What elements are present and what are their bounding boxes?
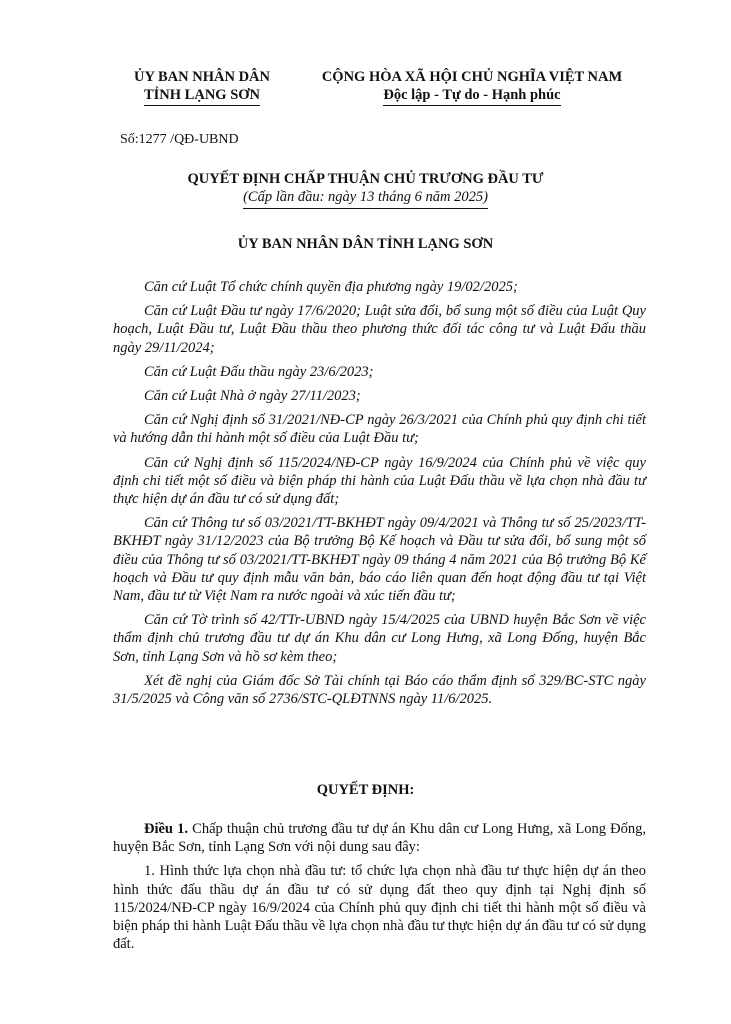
issue-date: (Cấp lần đầu: ngày 13 tháng 6 năm 2025)	[243, 188, 488, 209]
basis-paragraph: Căn cứ Luật Đấu thầu ngày 23/6/2023;	[144, 363, 374, 380]
basis-paragraph: Căn cứ Nghị định số 31/2021/NĐ-CP ngày 26/3/2021 của Chính phủ quy định chi tiết và hướng dẫn thi hành một số điều của Luật Đầu tư;	[113, 412, 646, 447]
decision-body	[113, 820, 646, 959]
decision-heading: QUYẾT ĐỊNH:	[316, 782, 415, 798]
basis-paragraph: Căn cứ Luật Nhà ở ngày 27/11/2023;	[144, 388, 361, 405]
document-number: Số:1277 /QĐ-UBND	[120, 132, 239, 147]
basis-paragraph: Căn cứ Luật Tổ chức chính quyền địa phương ngày 19/02/2025;	[144, 279, 518, 295]
article-1-label: Điều 1.	[144, 821, 189, 837]
national-motto	[312, 68, 632, 106]
authority-line-1: ỦY BAN NHÂN DÂN	[133, 69, 270, 85]
national-title: CỘNG HÒA XÃ HỘI CHỦ NGHĨA VIỆT NAM	[321, 69, 623, 85]
basis-paragraph: Căn cứ Thông tư số 03/2021/TT-BKHĐT ngày 09/4/2021 và Thông tư số 25/2023/TT-BKHĐT ngày 31/12/2023 của Bộ trưởng Bộ Kế hoạch và Đầu tư sửa đổi, bổ sung một số điều của Thông tư số 03/2021/TT-BKHĐT ngày 09 tháng 4 năm 2021 của Bộ trưởng Bộ Kế hoạch và Đầu tư quy định mẫu văn bản, báo cáo liên quan đến hoạt động đầu tư tại Việt Nam, đầu tư từ Việt Nam ra nước ngoài và xúc tiến đầu tư;	[113, 515, 646, 605]
issuer-heading: ỦY BAN NHÂN DÂN TỈNH LẠNG SƠN	[237, 236, 494, 252]
authority-line-2: TỈNH LẠNG SƠN	[144, 86, 260, 106]
basis-paragraph: Căn cứ Luật Đầu tư ngày 17/6/2020; Luật sửa đổi, bổ sung một số điều của Luật Quy hoạch, Luật Đầu tư, Luật Đầu thầu theo phương thức đối tác công tư và Luật Đấu thầu ngày 29/11/2024;	[113, 303, 646, 356]
motto-line: Độc lập - Tự do - Hạnh phúc	[383, 86, 560, 106]
document-title: QUYẾT ĐỊNH CHẤP THUẬN CHỦ TRƯƠNG ĐẦU TƯ	[187, 171, 544, 187]
basis-paragraph: Căn cứ Tờ trình số 42/TTr-UBND ngày 15/4/2025 của UBND huyện Bắc Sơn về việc thẩm định chủ trương đầu tư dự án Khu dân cư Long Hưng, xã Long Đống, huyện Bắc Sơn, tỉnh Lạng Sơn và hồ sơ kèm theo;	[113, 612, 646, 665]
legal-bases	[113, 278, 646, 714]
article-1-item-1: 1. Hình thức lựa chọn nhà đầu tư: tổ chức lựa chọn nhà đầu tư thực hiện dự án theo hình thức đấu thầu dự án đầu tư có sử dụng đất theo quy định tại Nghị định số 115/2024/NĐ-CP ngày 16/9/2024 của Chính phủ quy định chi tiết thi hành một số điều và biện pháp thi hành Luật Đấu thầu về lựa chọn nhà đầu tư thực hiện dự án đầu tư có sử dụng đất.	[113, 863, 646, 953]
issuing-authority	[112, 68, 292, 106]
basis-paragraph: Căn cứ Nghị định số 115/2024/NĐ-CP ngày 16/9/2024 của Chính phủ về việc quy định chi tiết một số điều và biện pháp thi hành của Luật Đấu thầu về lựa chọn nhà đầu tư thực hiện dự án đầu tư có sử dụng đất;	[113, 454, 646, 508]
basis-paragraph: Xét đề nghị của Giám đốc Sở Tài chính tại Báo cáo thẩm định số 329/BC-STC ngày 31/5/2025 và Công văn số 2736/STC-QLĐTNNS ngày 11/6/2025.	[113, 672, 646, 708]
article-1	[113, 820, 646, 856]
article-1-text: Chấp thuận chủ trương đầu tư dự án Khu dân cư Long Hưng, xã Long Đống, huyện Bắc Sơn, tỉnh Lạng Sơn với nội dung sau đây:	[113, 821, 647, 856]
